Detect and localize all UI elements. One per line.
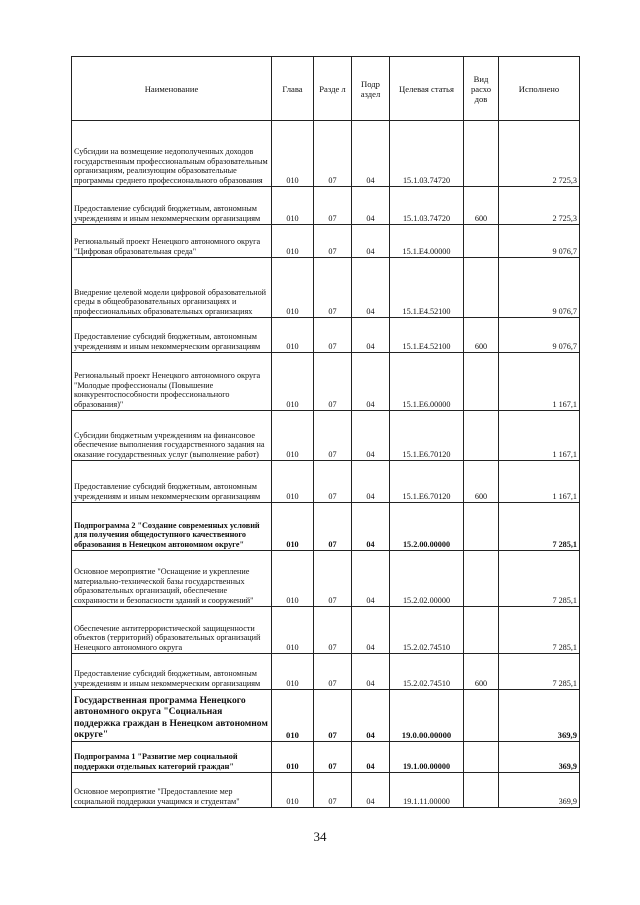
row-name: Предоставление субсидий бюджетным, автономным учреждениям и иным некоммерческим организациям — [72, 187, 272, 225]
row-subsection: 04 — [352, 318, 390, 353]
row-executed: 7 285,1 — [499, 551, 580, 607]
row-expense-type — [464, 607, 499, 654]
table-row — [72, 503, 580, 551]
row-target-article: 19.1.11.00000 — [390, 773, 464, 808]
row-target-article: 15.1.E4.52100 — [390, 258, 464, 318]
table-row — [72, 258, 580, 318]
row-subsection: 04 — [352, 742, 390, 773]
table-row — [72, 607, 580, 654]
header-name: Наименование — [72, 57, 272, 121]
row-chapter: 010 — [272, 551, 314, 607]
table-row — [72, 551, 580, 607]
row-executed: 7 285,1 — [499, 607, 580, 654]
row-target-article: 15.2.02.74510 — [390, 654, 464, 690]
row-section: 07 — [314, 551, 352, 607]
row-expense-type: 600 — [464, 318, 499, 353]
row-subsection: 04 — [352, 773, 390, 808]
table-header-row — [72, 57, 580, 121]
row-subsection: 04 — [352, 187, 390, 225]
row-expense-type — [464, 690, 499, 742]
row-chapter: 010 — [272, 773, 314, 808]
row-name: Предоставление субсидий бюджетным, автономным учреждениям и иным некоммерческим организациям — [72, 318, 272, 353]
row-expense-type: 600 — [464, 461, 499, 503]
row-chapter: 010 — [272, 503, 314, 551]
row-chapter: 010 — [272, 607, 314, 654]
row-chapter: 010 — [272, 461, 314, 503]
row-section: 07 — [314, 318, 352, 353]
header-section: Разде л — [314, 57, 352, 121]
row-target-article: 15.1.03.74720 — [390, 121, 464, 187]
row-section: 07 — [314, 225, 352, 258]
row-target-article: 15.1.E6.00000 — [390, 353, 464, 411]
row-chapter: 010 — [272, 411, 314, 461]
row-target-article: 15.1.E6.70120 — [390, 411, 464, 461]
row-name: Предоставление субсидий бюджетным, автономным учреждениям и иным некоммерческим организациям — [72, 654, 272, 690]
row-expense-type — [464, 773, 499, 808]
row-name: Региональный проект Ненецкого автономного округа "Молодые профессионалы (Повышение конкурентоспособности профессионального образования)" — [72, 353, 272, 411]
header-executed: Исполнено — [499, 57, 580, 121]
row-subsection: 04 — [352, 503, 390, 551]
table-row — [72, 461, 580, 503]
row-chapter: 010 — [272, 353, 314, 411]
row-expense-type — [464, 411, 499, 461]
budget-table — [71, 56, 580, 808]
row-section: 07 — [314, 187, 352, 225]
row-executed: 9 076,7 — [499, 225, 580, 258]
row-section: 07 — [314, 411, 352, 461]
row-expense-type — [464, 258, 499, 318]
row-target-article: 15.1.E6.70120 — [390, 461, 464, 503]
row-subsection: 04 — [352, 411, 390, 461]
row-section: 07 — [314, 503, 352, 551]
header-expense-type: Вид расхо дов — [464, 57, 499, 121]
row-name: Субсидии бюджетным учреждениям на финансовое обеспечение выполнения государственного задания на оказание государственных услуг (выполнение работ) — [72, 411, 272, 461]
table-row — [72, 773, 580, 808]
table-row — [72, 121, 580, 187]
row-target-article: 15.1.03.74720 — [390, 187, 464, 225]
row-chapter: 010 — [272, 121, 314, 187]
row-executed: 369,9 — [499, 690, 580, 742]
table-row — [72, 654, 580, 690]
row-name: Государственная программа Ненецкого автономного округа "Социальная поддержка граждан в Ненецком автономном округе" — [72, 690, 272, 742]
row-section: 07 — [314, 742, 352, 773]
row-subsection: 04 — [352, 225, 390, 258]
row-subsection: 04 — [352, 461, 390, 503]
row-section: 07 — [314, 121, 352, 187]
row-section: 07 — [314, 607, 352, 654]
row-target-article: 19.0.00.00000 — [390, 690, 464, 742]
row-target-article: 19.1.00.00000 — [390, 742, 464, 773]
row-chapter: 010 — [272, 690, 314, 742]
row-name: Предоставление субсидий бюджетным, автономным учреждениям и иным некоммерческим организациям — [72, 461, 272, 503]
row-executed: 369,9 — [499, 742, 580, 773]
row-subsection: 04 — [352, 607, 390, 654]
row-expense-type: 600 — [464, 187, 499, 225]
row-name: Обеспечение антитеррористической защищенности объектов (территорий) образовательных организаций Ненецкого автономного округа — [72, 607, 272, 654]
row-chapter: 010 — [272, 187, 314, 225]
row-section: 07 — [314, 654, 352, 690]
row-executed: 1 167,1 — [499, 411, 580, 461]
row-chapter: 010 — [272, 742, 314, 773]
row-expense-type — [464, 551, 499, 607]
table-row — [72, 225, 580, 258]
row-chapter: 010 — [272, 258, 314, 318]
row-subsection: 04 — [352, 654, 390, 690]
row-name: Внедрение целевой модели цифровой образовательной среды в общеобразовательных организациях и профессиональных образовательных организациях — [72, 258, 272, 318]
table-row — [72, 690, 580, 742]
row-expense-type — [464, 742, 499, 773]
row-executed: 9 076,7 — [499, 258, 580, 318]
table-row — [72, 187, 580, 225]
row-expense-type — [464, 503, 499, 551]
row-section: 07 — [314, 773, 352, 808]
row-expense-type: 600 — [464, 654, 499, 690]
row-expense-type — [464, 121, 499, 187]
row-name: Региональный проект Ненецкого автономного округа "Цифровая образовательная среда" — [72, 225, 272, 258]
row-subsection: 04 — [352, 121, 390, 187]
row-executed: 369,9 — [499, 773, 580, 808]
table-row — [72, 742, 580, 773]
table-row — [72, 318, 580, 353]
row-target-article: 15.1.E4.00000 — [390, 225, 464, 258]
header-chapter: Глава — [272, 57, 314, 121]
header-target-article: Целевая статья — [390, 57, 464, 121]
page-number: 34 — [313, 829, 327, 844]
row-executed: 2 725,3 — [499, 121, 580, 187]
row-section: 07 — [314, 258, 352, 318]
row-section: 07 — [314, 461, 352, 503]
row-chapter: 010 — [272, 318, 314, 353]
row-expense-type — [464, 353, 499, 411]
row-target-article: 15.2.02.00000 — [390, 551, 464, 607]
row-executed: 9 076,7 — [499, 318, 580, 353]
row-section: 07 — [314, 690, 352, 742]
row-subsection: 04 — [352, 353, 390, 411]
row-chapter: 010 — [272, 225, 314, 258]
row-subsection: 04 — [352, 258, 390, 318]
table-row — [72, 411, 580, 461]
row-expense-type — [464, 225, 499, 258]
row-executed: 2 725,3 — [499, 187, 580, 225]
row-executed: 7 285,1 — [499, 654, 580, 690]
row-name: Основное мероприятие "Предоставление мер социальной поддержки учащимся и студентам" — [72, 773, 272, 808]
row-target-article: 15.2.00.00000 — [390, 503, 464, 551]
row-name: Подпрограмма 1 "Развитие мер социальной поддержки отдельных категорий граждан" — [72, 742, 272, 773]
row-target-article: 15.2.02.74510 — [390, 607, 464, 654]
row-section: 07 — [314, 353, 352, 411]
row-name: Субсидии на возмещение недополученных доходов государственным профессиональным образовательным организациям, реализующим образовательные программы среднего профессионального образования — [72, 121, 272, 187]
row-name: Основное мероприятие "Оснащение и укрепление материально-технической базы государственных образовательных организаций, обеспечение сохранности и безопасности зданий и сооружений" — [72, 551, 272, 607]
row-subsection: 04 — [352, 551, 390, 607]
row-chapter: 010 — [272, 654, 314, 690]
row-target-article: 15.1.E4.52100 — [390, 318, 464, 353]
row-executed: 1 167,1 — [499, 353, 580, 411]
row-name: Подпрограмма 2 "Создание современных условий для получения общедоступного качественного образования в Ненецком автономном округе" — [72, 503, 272, 551]
table-row — [72, 353, 580, 411]
row-executed: 7 285,1 — [499, 503, 580, 551]
header-subsection: Подр аздел — [352, 57, 390, 121]
row-executed: 1 167,1 — [499, 461, 580, 503]
row-subsection: 04 — [352, 690, 390, 742]
